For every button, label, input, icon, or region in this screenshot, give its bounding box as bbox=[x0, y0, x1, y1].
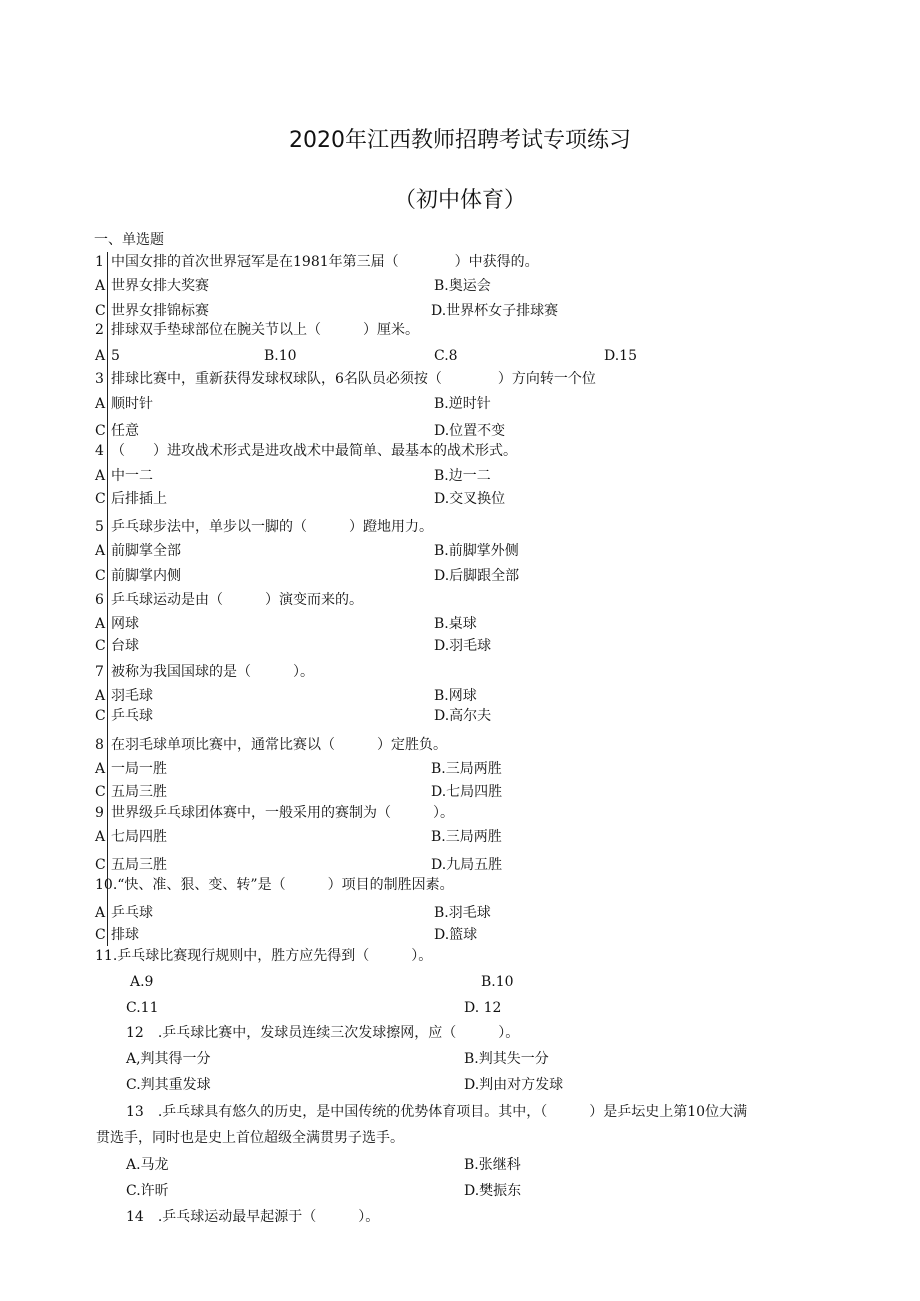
page-title: 2020年江西教师招聘考试专项练习 bbox=[289, 128, 631, 153]
q4-option-d: D.交叉换位 bbox=[434, 491, 506, 507]
q5-option-d: D.后脚跟全部 bbox=[434, 568, 520, 584]
q2-option-a: 5 bbox=[111, 348, 120, 364]
q8-option-a: 一局一胜 bbox=[111, 761, 167, 777]
q11-option-c: C.11 bbox=[126, 1000, 159, 1016]
option-letter: A bbox=[95, 688, 106, 704]
q8-option-c: 五局三胜 bbox=[111, 784, 167, 800]
option-letter: A bbox=[95, 396, 106, 412]
q10-option-b: B.羽毛球 bbox=[434, 905, 491, 921]
q9-option-a: 七局四胜 bbox=[111, 829, 167, 845]
q9-option-b: B.三局两胜 bbox=[431, 829, 502, 845]
question-number: 5 bbox=[95, 519, 104, 535]
option-letter: C bbox=[95, 568, 106, 584]
question-9: 世界级乒乓球团体赛中，一般采用的赛制为（ ）。 bbox=[111, 805, 454, 821]
option-letter: A bbox=[95, 278, 106, 294]
option-letter: A bbox=[95, 468, 106, 484]
q7-option-b: B.网球 bbox=[434, 688, 477, 704]
q10-option-c: 排球 bbox=[111, 927, 139, 943]
question-number: 6 bbox=[95, 592, 104, 608]
question-8: 在羽毛球单项比赛中，通常比赛以（ ）定胜负。 bbox=[111, 737, 447, 753]
option-letter: C bbox=[95, 638, 106, 654]
q4-option-c: 后排插上 bbox=[111, 491, 167, 507]
q6-option-c: 台球 bbox=[111, 638, 139, 654]
question-12: 12 .乒乓球比赛中，发球员连续三次发球擦网，应（ ）。 bbox=[126, 1025, 520, 1041]
question-1: 中国女排的首次世界冠军是在1981年第三届（ ）中获得的。 bbox=[111, 254, 539, 270]
q6-option-d: D.羽毛球 bbox=[434, 638, 492, 654]
question-3: 排球比赛中，重新获得发球权球队，6名队员必须按（ ）方向转一个位 bbox=[111, 371, 596, 387]
question-5: 乒乓球步法中，单步以一脚的（ ）蹬地用力。 bbox=[111, 519, 433, 535]
q4-option-a: 中一二 bbox=[111, 468, 153, 484]
option-letter: A bbox=[95, 616, 106, 632]
section-heading: 一、单选题 bbox=[94, 232, 164, 248]
question-11: 11.乒乓球比赛现行规则中，胜方应先得到（ ）。 bbox=[95, 948, 433, 964]
question-number: 3 bbox=[95, 371, 104, 387]
q6-option-b: B.桌球 bbox=[434, 616, 477, 632]
option-letter: C bbox=[95, 303, 106, 319]
question-number: 7 bbox=[95, 664, 104, 680]
question-4: （ ）进攻战术形式是进攻战术中最简单、最基本的战术形式。 bbox=[111, 443, 517, 459]
question-number: 9 bbox=[95, 805, 104, 821]
question-14: 14 .乒乓球运动最早起源于（ ）。 bbox=[126, 1209, 380, 1225]
question-number: 2 bbox=[95, 322, 104, 338]
option-letter: C bbox=[95, 857, 106, 873]
q12-option-b: B.判其失一分 bbox=[464, 1051, 549, 1067]
q2-option-d: D.15 bbox=[604, 348, 637, 364]
q9-option-d: D.九局五胜 bbox=[431, 857, 503, 873]
q8-option-b: B.三局两胜 bbox=[431, 761, 502, 777]
q6-option-a: 网球 bbox=[111, 616, 139, 632]
option-letter: A bbox=[95, 761, 106, 777]
q11-option-b: B.10 bbox=[481, 974, 514, 990]
q4-option-b: B.边一二 bbox=[434, 468, 491, 484]
option-letter: A bbox=[95, 829, 106, 845]
question-number: 4 bbox=[95, 443, 104, 459]
q3-option-d: D.位置不变 bbox=[434, 423, 506, 439]
question-number: 8 bbox=[95, 737, 104, 753]
option-letter: C bbox=[95, 708, 106, 724]
q7-option-c: 乒乓球 bbox=[111, 708, 153, 724]
option-letter: C bbox=[95, 784, 106, 800]
question-13: 13 .乒乓球具有悠久的历史，是中国传统的优势体育项目。其中，（ ）是乒坛史上第10位大满 bbox=[126, 1104, 748, 1120]
q7-option-d: D.高尔夫 bbox=[434, 708, 492, 724]
option-letter: C bbox=[95, 927, 106, 943]
q1-option-a: 世界女排大奖赛 bbox=[111, 278, 209, 294]
q13-option-c: C.许昕 bbox=[126, 1183, 169, 1199]
option-letter: A bbox=[95, 348, 106, 364]
q3-option-a: 顺时针 bbox=[111, 396, 153, 412]
q10-option-d: D.篮球 bbox=[434, 927, 478, 943]
q11-option-a: A.9 bbox=[130, 974, 154, 990]
q8-option-d: D.七局四胜 bbox=[431, 784, 503, 800]
question-6: 乒乓球运动是由（ ）演变而来的。 bbox=[111, 592, 363, 608]
option-letter: C bbox=[95, 491, 106, 507]
q13-option-d: D.樊振东 bbox=[464, 1183, 522, 1199]
q12-option-a: A,判其得一分 bbox=[126, 1051, 211, 1067]
question-number: 1 bbox=[95, 254, 104, 270]
question-7: 被称为我国国球的是（ ）。 bbox=[111, 664, 314, 680]
page-subtitle: （初中体育） bbox=[393, 188, 526, 213]
margin-rule bbox=[107, 252, 108, 946]
q1-option-d: D.世界杯女子排球赛 bbox=[431, 303, 559, 319]
q13-option-a: A.马龙 bbox=[126, 1157, 169, 1173]
option-letter: C bbox=[95, 423, 106, 439]
question-13-continued: 贯选手，同时也是史上首位超级全满贯男子选手。 bbox=[96, 1130, 404, 1146]
q9-option-c: 五局三胜 bbox=[111, 857, 167, 873]
q3-option-b: B.逆时针 bbox=[434, 396, 491, 412]
option-letter: A bbox=[95, 905, 106, 921]
q5-option-b: B.前脚掌外侧 bbox=[434, 543, 519, 559]
q5-option-a: 前脚掌全部 bbox=[111, 543, 181, 559]
question-2: 排球双手垫球部位在腕关节以上（ ）厘米。 bbox=[111, 322, 419, 338]
q11-option-d: D. 12 bbox=[464, 1000, 502, 1016]
q1-option-c: 世界女排锦标赛 bbox=[111, 303, 209, 319]
q3-option-c: 任意 bbox=[111, 423, 139, 439]
option-letter: A bbox=[95, 543, 106, 559]
question-10: 10.“快、准、狠、变、转”是（ ）项目的制胜因素。 bbox=[95, 877, 454, 893]
q2-option-b: B.10 bbox=[264, 348, 297, 364]
q10-option-a: 乒乓球 bbox=[111, 905, 153, 921]
q12-option-d: D.判由对方发球 bbox=[464, 1077, 564, 1093]
q7-option-a: 羽毛球 bbox=[111, 688, 153, 704]
q5-option-c: 前脚掌内侧 bbox=[111, 568, 181, 584]
q12-option-c: C.判其重发球 bbox=[126, 1077, 211, 1093]
q1-option-b: B.奥运会 bbox=[434, 278, 491, 294]
q13-option-b: B.张继科 bbox=[464, 1157, 521, 1173]
q2-option-c: C.8 bbox=[434, 348, 458, 364]
